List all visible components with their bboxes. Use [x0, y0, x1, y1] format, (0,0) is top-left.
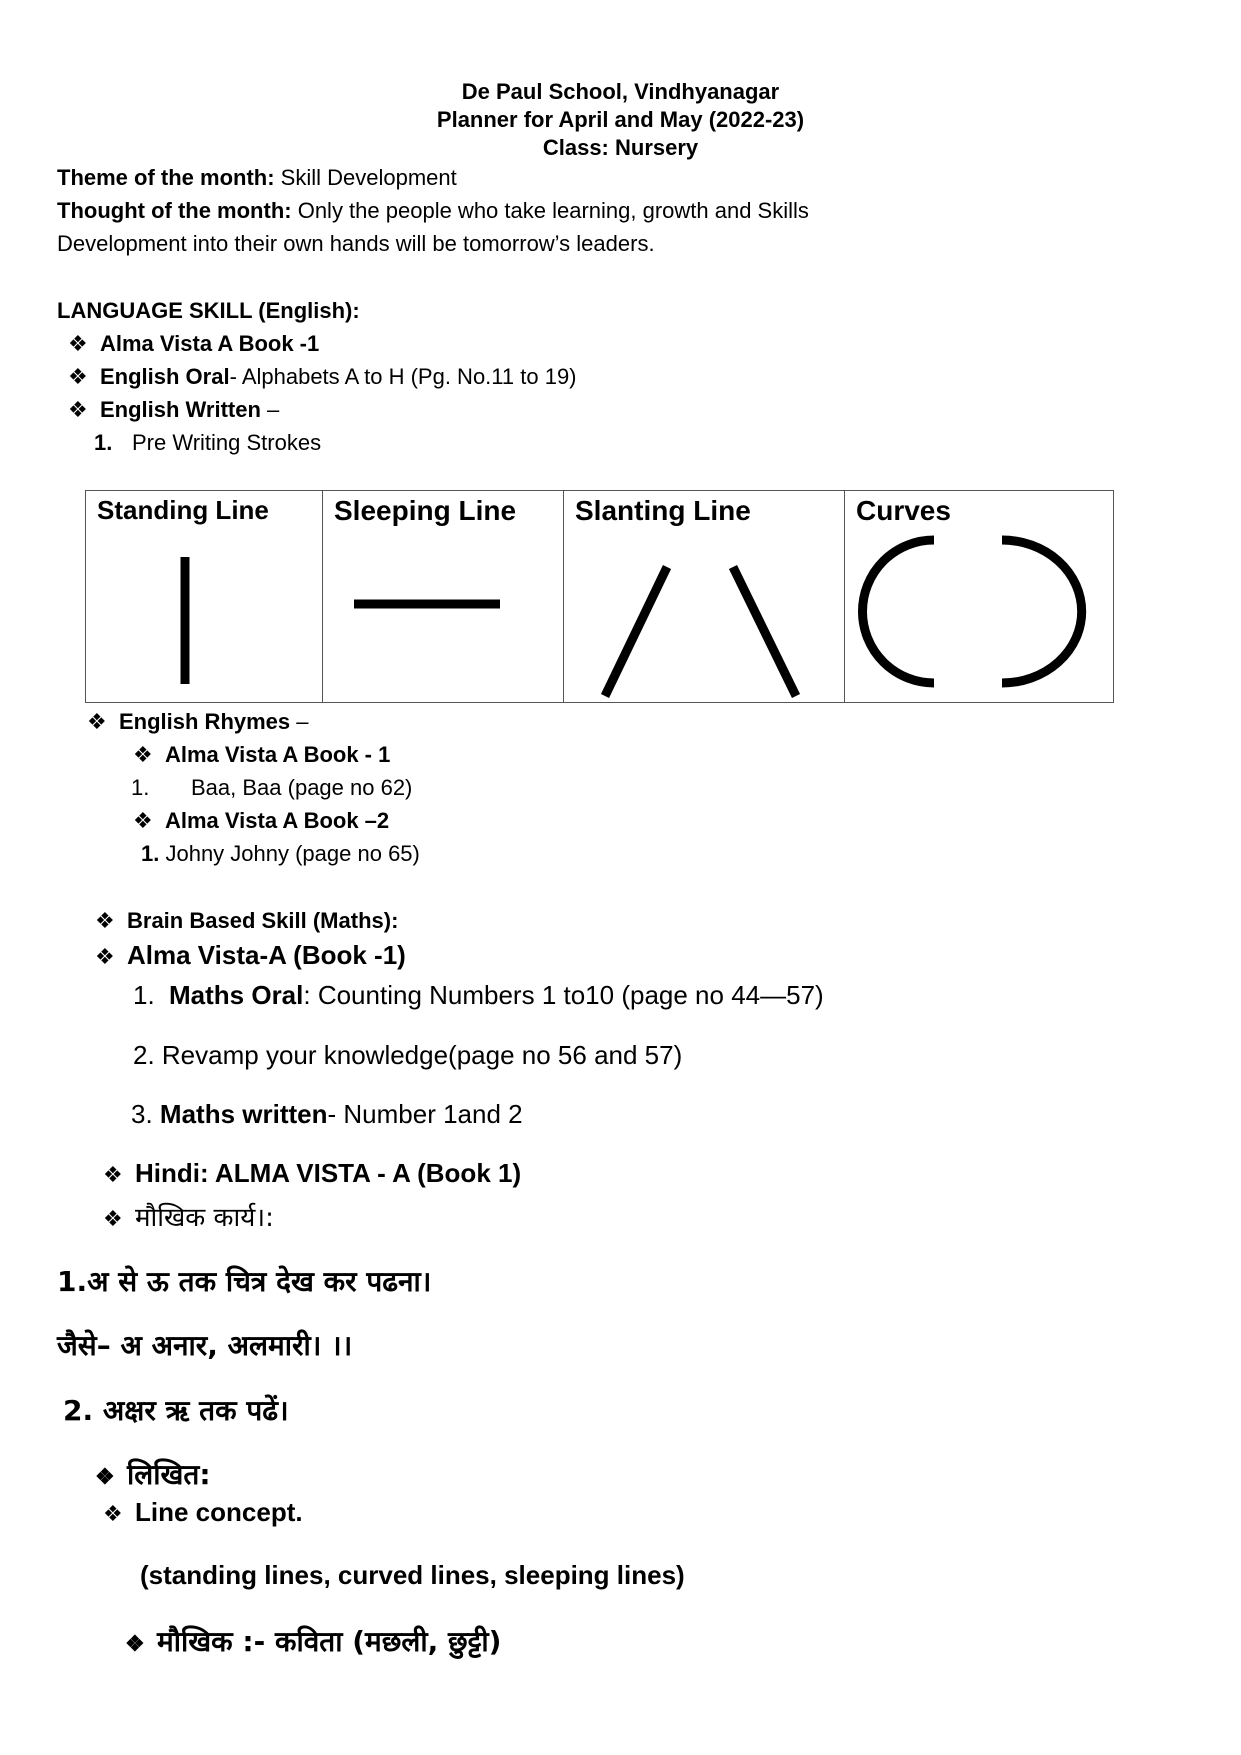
diamond-bullet-icon: ❖ [87, 709, 107, 734]
diamond-bullet-icon: ❖ [68, 364, 88, 389]
rhymes-heading: English Rhymes [119, 709, 291, 734]
maths-written-text: - Number 1and 2 [327, 1099, 523, 1129]
diamond-bullet-icon: ❖ [103, 1501, 123, 1526]
diamond-bullet-icon: ❖ [133, 742, 153, 767]
diamond-bullet-icon: ❖ [125, 1631, 145, 1656]
written-item-number: 1. [94, 430, 113, 455]
language-book-item [68, 331, 319, 357]
maths-item-3 [131, 1099, 523, 1130]
rhymes-book2-item [133, 808, 389, 834]
maths-book: Alma Vista-A (Book -1) [127, 940, 406, 970]
rhymes-heading-dash: – [290, 709, 309, 734]
pre-writing-strokes-table [85, 490, 1114, 703]
rhymes-book2-entry [141, 841, 420, 867]
thought-line-2: Development into their own hands will be tomorrow’s leaders. [57, 231, 655, 256]
curves-header: Curves [856, 495, 951, 526]
maths-item-1-number: 1. [133, 980, 155, 1010]
theme-value: Skill Development [274, 165, 457, 190]
hindi-line-3: 2. अक्षर ऋ तक पढें। [63, 1394, 289, 1427]
class-name: Class: Nursery [542, 135, 699, 160]
theme-label: Theme of the month: [57, 165, 275, 190]
thought-label: Thought of the month: [57, 198, 292, 223]
english-oral-text: - Alphabets A to H (Pg. No.11 to 19) [229, 364, 577, 389]
sleeping-line-cell [323, 491, 564, 703]
standing-line-header: Standing Line [97, 495, 269, 525]
hindi-oral-work-item [103, 1198, 274, 1234]
english-written-item [68, 397, 279, 423]
rhymes-book1-entry [131, 775, 412, 801]
sleeping-line-icon [323, 491, 563, 704]
diamond-bullet-icon: ❖ [95, 908, 115, 933]
sleeping-line-header: Sleeping Line [334, 495, 517, 526]
language-book: Alma Vista A Book -1 [100, 331, 320, 356]
hindi-oral-work: मौखिक कार्य।: [135, 1203, 274, 1233]
curves-icon [845, 491, 1113, 704]
hindi-written-item [95, 1455, 211, 1493]
thought-line [57, 198, 809, 224]
planner-title: Planner for April and May (2022-23) [436, 107, 805, 132]
english-written-label: English Written [100, 397, 261, 422]
rhymes-book1-item [133, 742, 390, 768]
rhymes-book2: Alma Vista A Book –2 [165, 808, 390, 833]
slanting-lines-icon [564, 491, 844, 704]
diamond-bullet-icon: ❖ [103, 1162, 123, 1187]
maths-heading: Brain Based Skill (Maths): [127, 908, 399, 933]
diamond-bullet-icon: ❖ [68, 397, 88, 422]
maths-item-3-number: 3. [131, 1099, 153, 1129]
hindi-line-1: 1.अ से ऊ तक चित्र देख कर पढना। [57, 1265, 432, 1298]
diamond-bullet-icon: ❖ [95, 1464, 115, 1489]
line-concept: Line concept. [135, 1497, 303, 1527]
curves-cell [845, 491, 1114, 703]
diamond-bullet-icon: ❖ [103, 1206, 123, 1231]
hindi-oral-poem-item [125, 1622, 501, 1660]
slanting-line-header: Slanting Line [575, 495, 751, 526]
rhymes-book1: Alma Vista A Book - 1 [165, 742, 391, 767]
rhymes-heading-item [87, 709, 309, 735]
standing-line-icon [86, 491, 322, 704]
english-oral-label: English Oral [100, 364, 230, 389]
hindi-written: लिखित: [127, 1458, 211, 1491]
hindi-heading-text: : ALMA VISTA - A (Book 1) [200, 1158, 522, 1188]
maths-oral-text: : Counting Numbers 1 to10 (page no 44—57) [303, 980, 824, 1010]
rhymes-book2-number: 1. [141, 841, 160, 866]
hindi-oral-poem: मौखिक :- कविता (मछली, छुट्टी) [157, 1625, 502, 1658]
theme-line [57, 165, 457, 191]
hindi-line-2: जैसे– अ अनार, अलमारी। ।। [57, 1329, 353, 1362]
line-types: (standing lines, curved lines, sleeping lines) [140, 1560, 685, 1590]
diamond-bullet-icon: ❖ [68, 331, 88, 356]
maths-item-2: 2. Revamp your knowledge(page no 56 and 57) [133, 1040, 683, 1070]
diamond-bullet-icon: ❖ [133, 808, 153, 833]
thought-value: Only the people who take learning, growth and Skills [291, 198, 809, 223]
rhymes-book2-text: Johny Johny (page no 65) [159, 841, 420, 866]
written-item-1 [94, 430, 321, 456]
maths-item-1 [133, 980, 824, 1011]
maths-oral-label: Maths Oral [169, 980, 304, 1010]
language-heading: LANGUAGE SKILL (English): [57, 298, 360, 323]
school-name: De Paul School, Vindhyanagar [461, 79, 780, 104]
maths-written-label: Maths written [159, 1099, 328, 1129]
standing-line-cell [86, 491, 323, 703]
rhymes-book1-text: Baa, Baa (page no 62) [191, 775, 413, 800]
english-oral-item [68, 364, 577, 390]
rhymes-book1-number: 1. [131, 775, 150, 800]
slanting-line-cell [564, 491, 845, 703]
maths-heading-item [95, 908, 398, 934]
line-concept-item [103, 1497, 303, 1528]
english-written-dash: – [260, 397, 280, 422]
written-item-text: Pre Writing Strokes [132, 430, 322, 455]
diamond-bullet-icon: ❖ [95, 944, 115, 969]
hindi-heading-item [103, 1158, 521, 1189]
hindi-heading-label: Hindi [135, 1158, 200, 1188]
maths-book-item [95, 940, 406, 971]
